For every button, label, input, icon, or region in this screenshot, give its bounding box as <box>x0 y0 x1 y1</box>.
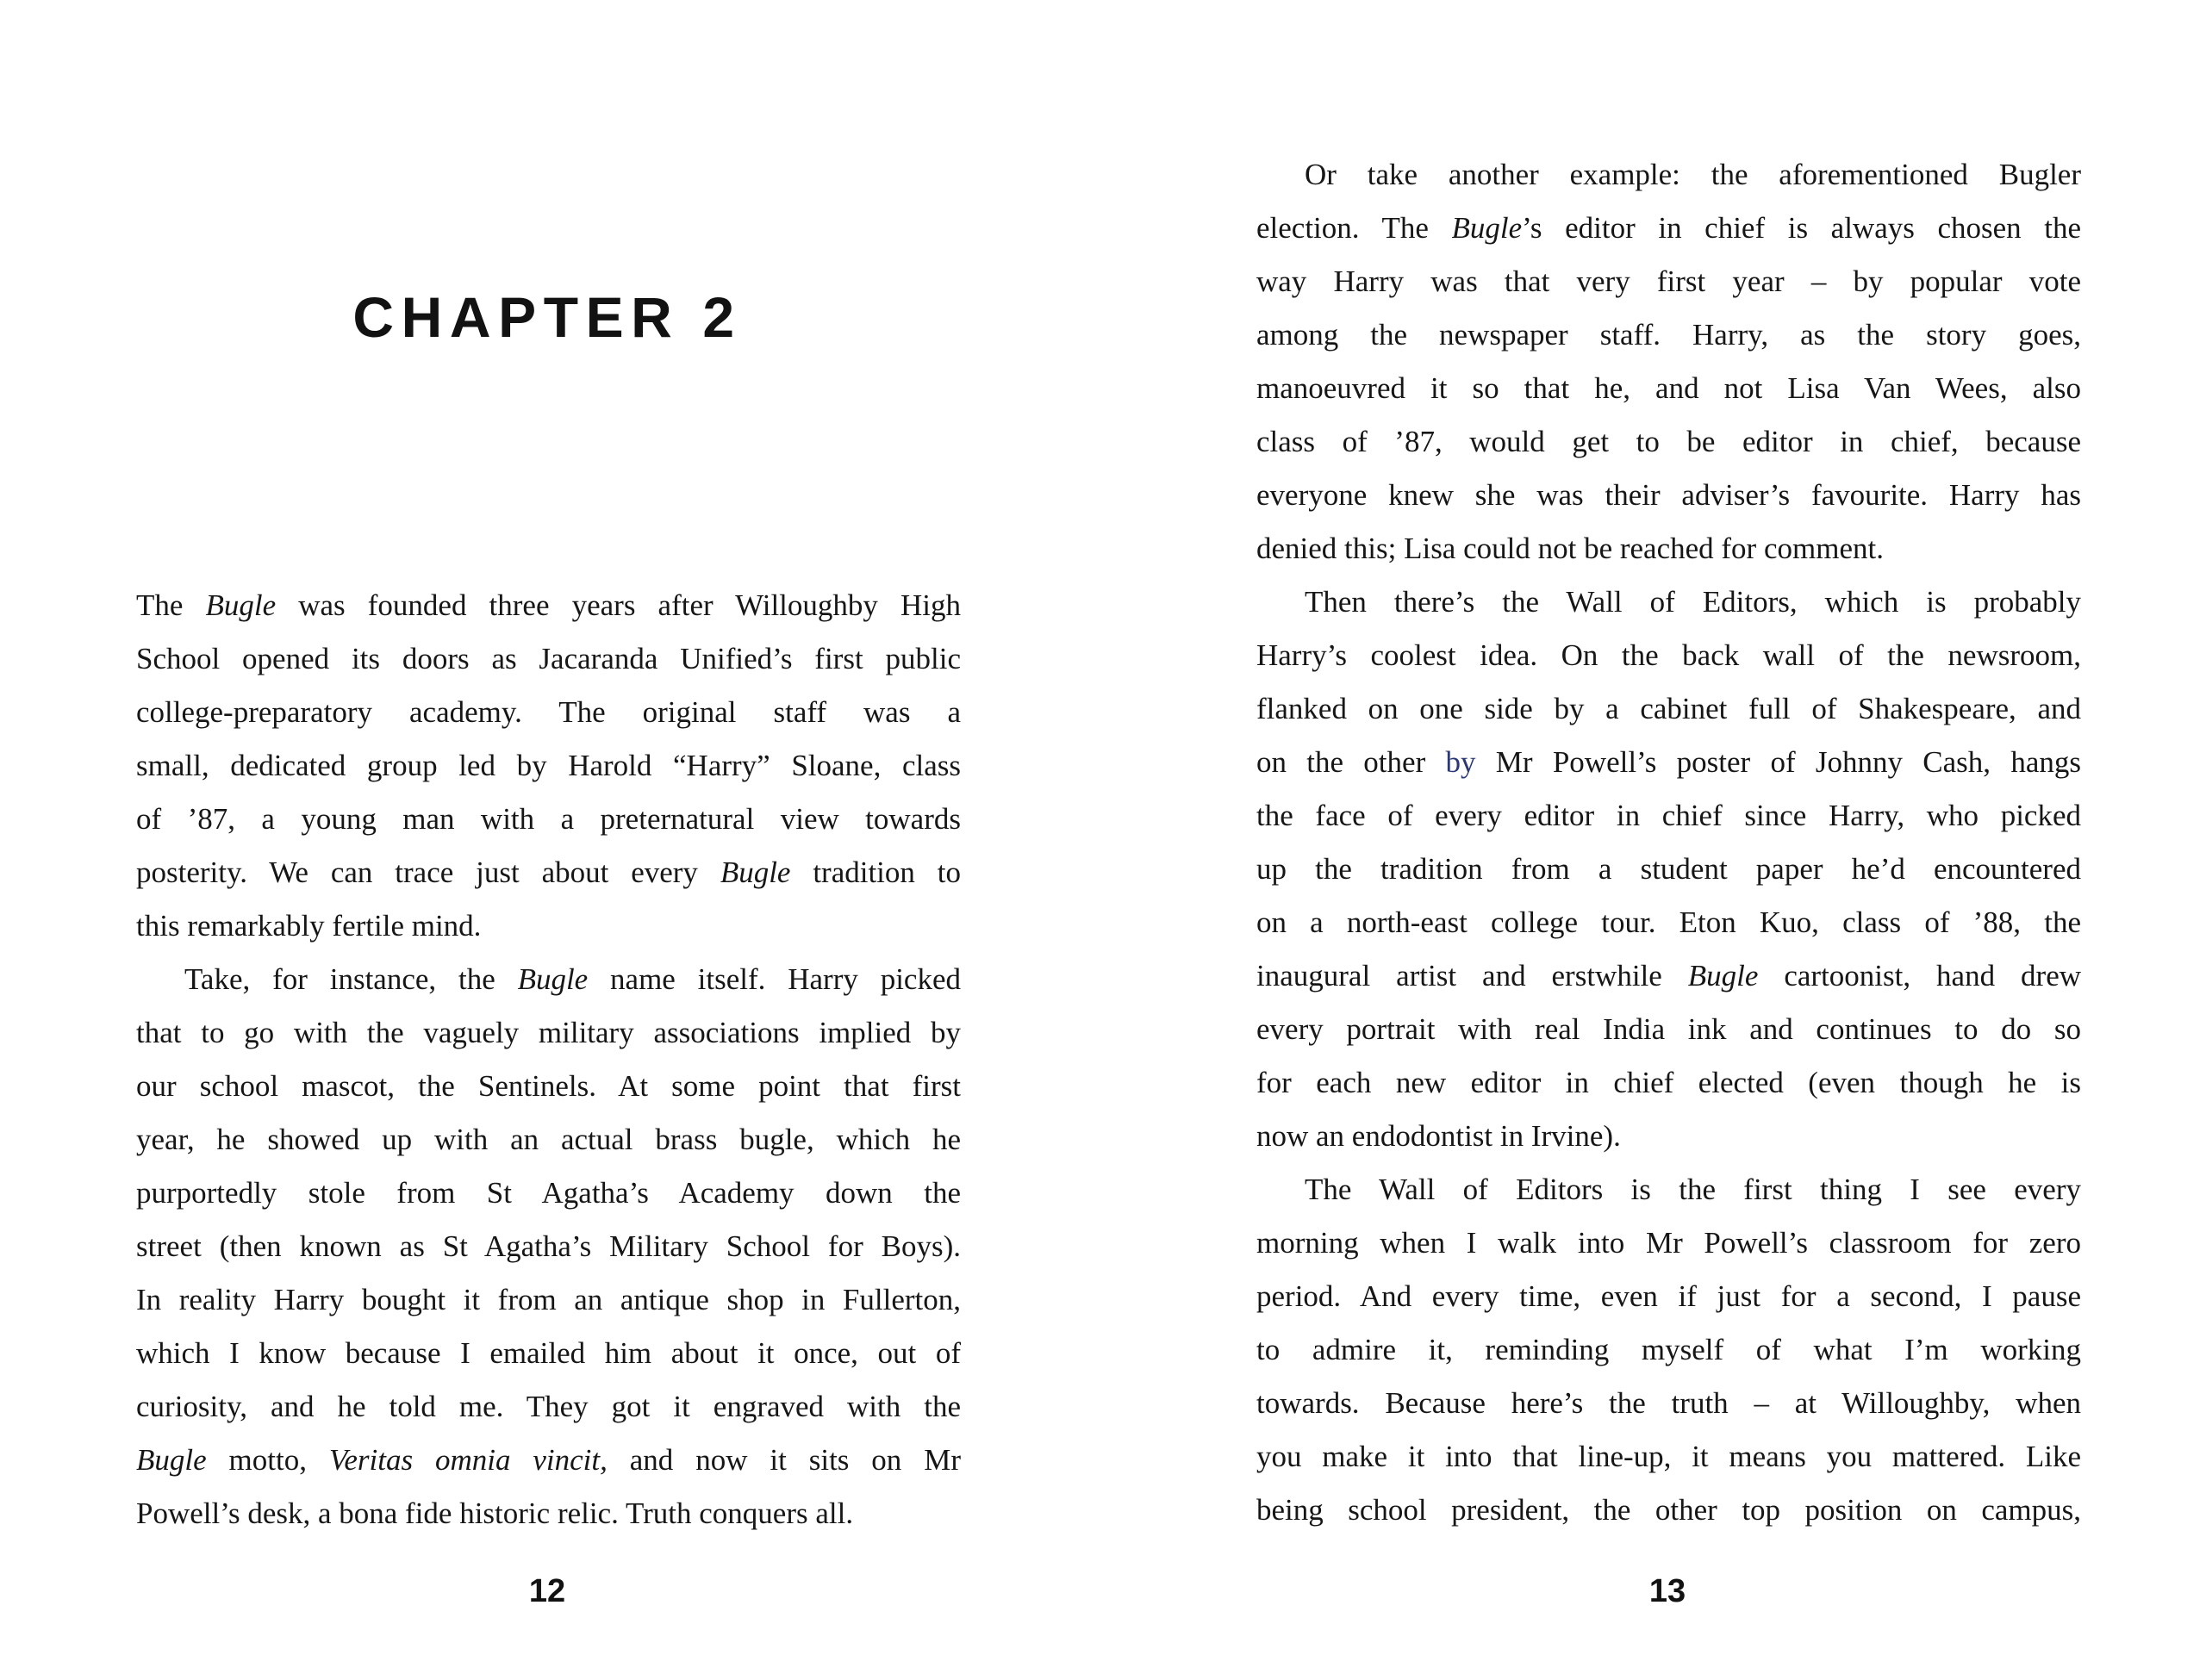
text-line <box>1256 308 2081 362</box>
italic-text: Bugle <box>720 856 791 889</box>
body-text-segment: Harry’s coolest idea. On the back wall of the newsroom, <box>1256 638 2081 672</box>
body-text-segment: every portrait with real India ink and continues to do so <box>1256 1012 2081 1046</box>
text-line <box>1256 1163 2081 1216</box>
body-text-segment: that to go with the vaguely military associations implied by <box>136 1016 961 1049</box>
chapter-heading: CHAPTER 2 <box>352 285 742 349</box>
italic-text: Bugle <box>205 588 277 622</box>
text-line <box>1256 1484 2081 1537</box>
body-text-segment: you make it into that line-up, it means you mattered. Like <box>1256 1440 2081 1473</box>
italic-text: Bugle <box>517 962 589 996</box>
text-line <box>136 1380 961 1434</box>
text-line <box>136 1434 961 1487</box>
body-text-segment: ’s editor in chief is always chosen the <box>1522 211 2082 245</box>
body-text-segment: cartoonist, hand drew <box>1758 959 2082 992</box>
text-line <box>1256 1377 2081 1430</box>
page-left-body-text <box>136 579 961 1540</box>
text-line <box>1256 1323 2081 1377</box>
accent-word: by <box>1445 745 1476 779</box>
body-text-segment: the face of every editor in chief since Harry, who picked <box>1256 799 2081 832</box>
text-line <box>136 1327 961 1380</box>
italic-text: Bugle <box>1687 959 1759 992</box>
body-text-segment: which I know because I emailed him about it once, out of <box>136 1336 961 1370</box>
body-text-segment: manoeuvred it so that he, and not Lisa Van Wees, also <box>1256 371 2081 405</box>
body-text-segment: college-preparatory academy. The original staff was a <box>136 695 961 729</box>
text-line <box>1256 148 2081 202</box>
text-line <box>1256 843 2081 896</box>
text-line <box>1256 576 2081 629</box>
text-line <box>1256 202 2081 255</box>
text-line <box>1256 789 2081 843</box>
body-text-segment: Take, for instance, the <box>184 962 518 996</box>
body-text-segment: small, dedicated group led by Harold “Harry” Sloane, class <box>136 749 961 782</box>
body-text-segment: morning when I walk into Mr Powell’s classroom for zero <box>1256 1226 2081 1260</box>
body-text-segment: curiosity, and he told me. They got it engraved with the <box>136 1390 961 1423</box>
text-line <box>136 846 961 899</box>
text-line <box>136 632 961 686</box>
text-line <box>1256 1110 2081 1163</box>
body-text-segment: among the newspaper staff. Harry, as the story goes, <box>1256 318 2081 352</box>
text-line <box>136 1060 961 1113</box>
text-line <box>1256 629 2081 682</box>
text-line <box>1256 1430 2081 1484</box>
italic-text: Bugle <box>136 1443 207 1477</box>
body-text-segment: everyone knew she was their adviser’s favourite. Harry has <box>1256 478 2081 512</box>
body-text-segment: class of ’87, would get to be editor in chief, because <box>1256 425 2081 458</box>
text-line <box>1256 736 2081 789</box>
body-text-segment: flanked on one side by a cabinet full of Shakespeare, and <box>1256 692 2081 725</box>
body-text-segment: School opened its doors as Jacaranda Unified’s first public <box>136 642 961 675</box>
text-line <box>136 793 961 846</box>
body-text-segment: posterity. We can trace just about every <box>136 856 720 889</box>
body-text-segment: denied this; Lisa could not be reached for comment. <box>1256 532 1884 565</box>
body-text-segment: to admire it, reminding myself of what I’m working <box>1256 1333 2081 1366</box>
body-text-segment: period. And every time, even if just for a second, I pause <box>1256 1279 2081 1313</box>
text-line <box>136 1273 961 1327</box>
body-text-segment: Or take another example: the aforementioned Bugler <box>1305 158 2081 191</box>
text-line <box>136 579 961 632</box>
body-text-segment: of ’87, a young man with a preternatural view towards <box>136 802 961 836</box>
body-text-segment: The Wall of Editors is the first thing I see every <box>1305 1173 2081 1206</box>
body-text-segment: for each new editor in chief elected (even though he is <box>1256 1066 2081 1099</box>
text-line <box>1256 362 2081 415</box>
text-line <box>136 899 961 953</box>
body-text-segment: was founded three years after Willoughby High <box>276 588 961 622</box>
text-line <box>136 1487 961 1540</box>
body-text-segment: this remarkably fertile mind. <box>136 909 482 943</box>
body-text-segment: motto, <box>206 1443 329 1477</box>
text-line <box>136 1113 961 1167</box>
body-text-segment: on a north-east college tour. Eton Kuo, class of ’88, the <box>1256 905 2081 939</box>
text-line <box>136 686 961 739</box>
text-line <box>1256 682 2081 736</box>
text-line <box>136 1006 961 1060</box>
body-text-segment: Powell’s desk, a bona fide historic relic. Truth conquers all. <box>136 1496 854 1530</box>
text-line <box>1256 415 2081 469</box>
italic-text: Veritas omnia vincit, <box>328 1443 608 1477</box>
page-right-number: 13 <box>1648 1573 1686 1609</box>
italic-text: Bugle <box>1451 211 1523 245</box>
text-line <box>1256 1216 2081 1270</box>
body-text-segment: on the other <box>1256 745 1446 779</box>
text-line <box>1256 949 2081 1003</box>
text-line <box>136 1167 961 1220</box>
body-text-segment: The <box>136 588 206 622</box>
text-line <box>1256 1003 2081 1056</box>
text-line <box>1256 1270 2081 1323</box>
body-text-segment: name itself. Harry picked <box>588 962 961 996</box>
text-line <box>136 953 961 1006</box>
text-line <box>1256 522 2081 576</box>
body-text-segment: Mr Powell’s poster of Johnny Cash, hangs <box>1475 745 2081 779</box>
text-line <box>1256 469 2081 522</box>
body-text-segment: Then there’s the Wall of Editors, which is probably <box>1305 585 2081 619</box>
body-text-segment: way Harry was that very first year – by popular vote <box>1256 264 2081 298</box>
body-text-segment: being school president, the other top position on campus, <box>1256 1493 2081 1527</box>
text-line <box>1256 255 2081 308</box>
text-line <box>1256 1056 2081 1110</box>
text-line <box>136 1220 961 1273</box>
page-right-body-text <box>1256 148 2081 1537</box>
body-text-segment: our school mascot, the Sentinels. At some point that first <box>136 1069 961 1103</box>
page-left-number: 12 <box>528 1573 566 1609</box>
text-line <box>136 739 961 793</box>
body-text-segment: purportedly stole from St Agatha’s Academy down the <box>136 1176 961 1210</box>
body-text-segment: up the tradition from a student paper he’d encountered <box>1256 852 2081 886</box>
body-text-segment: towards. Because here’s the truth – at Willoughby, when <box>1256 1386 2081 1420</box>
body-text-segment: year, he showed up with an actual brass bugle, which he <box>136 1123 961 1156</box>
body-text-segment: inaugural artist and erstwhile <box>1256 959 1688 992</box>
body-text-segment: and now it sits on Mr <box>607 1443 961 1477</box>
body-text-segment: tradition to <box>790 856 962 889</box>
body-text-segment: In reality Harry bought it from an antique shop in Fullerton, <box>136 1283 961 1316</box>
text-line <box>1256 896 2081 949</box>
body-text-segment: election. The <box>1256 211 1452 245</box>
body-text-segment: street (then known as St Agatha’s Military School for Boys). <box>136 1229 961 1263</box>
body-text-segment: now an endodontist in Irvine). <box>1256 1119 1621 1153</box>
